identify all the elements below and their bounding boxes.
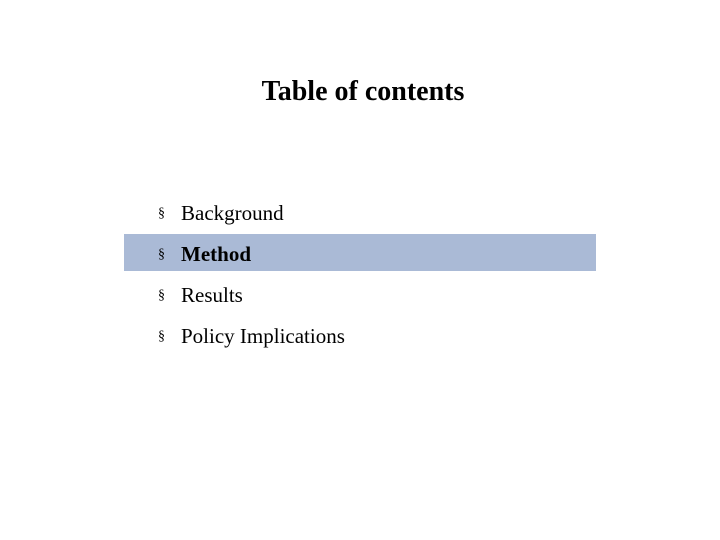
toc-item-label: Results [181, 283, 243, 307]
toc-item-results[interactable] [124, 275, 596, 312]
section-sign-bullet-icon: § [158, 206, 165, 221]
toc-item-label: Background [181, 201, 284, 225]
section-sign-bullet-icon: § [158, 288, 165, 303]
toc-item-label: Method [181, 242, 251, 266]
table-of-contents-list [124, 193, 596, 357]
toc-item-background[interactable] [124, 193, 596, 230]
section-sign-bullet-icon: § [158, 247, 165, 262]
toc-item-method[interactable] [124, 234, 596, 271]
section-sign-bullet-icon: § [158, 329, 165, 344]
slide-title: Table of contents [261, 76, 465, 107]
toc-item-policy-implications[interactable] [124, 316, 596, 353]
toc-item-label: Policy Implications [181, 324, 345, 348]
